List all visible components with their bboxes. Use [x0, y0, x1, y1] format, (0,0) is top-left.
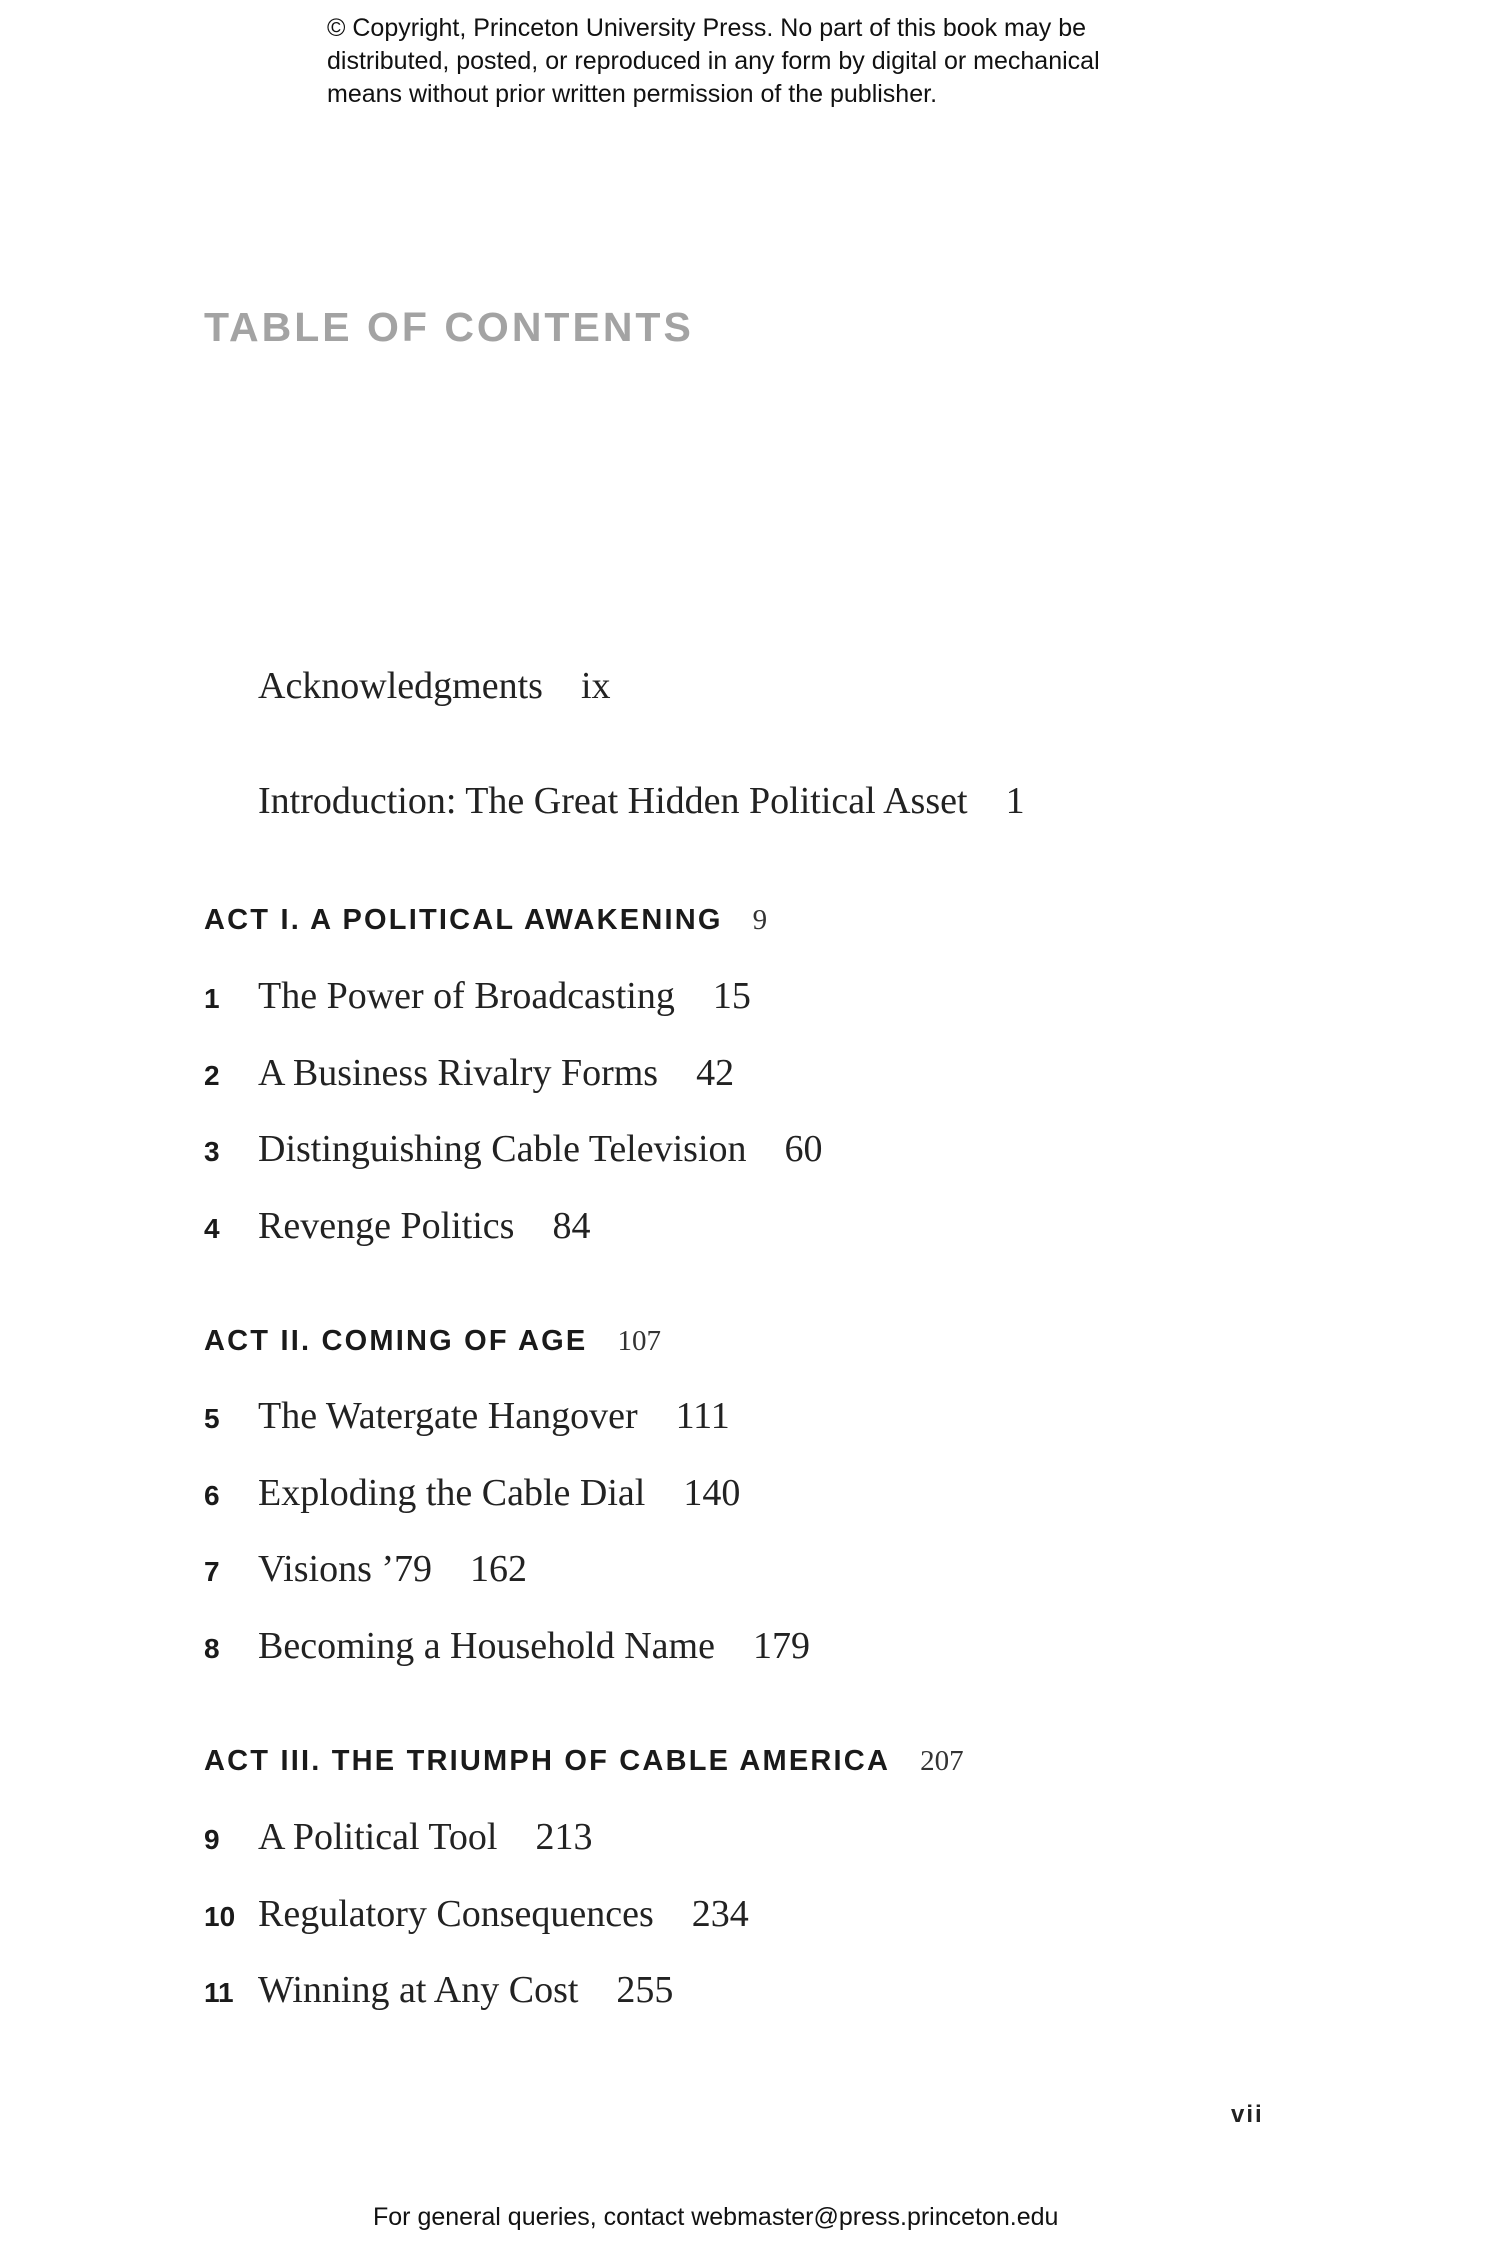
toc-act-1[interactable] — [204, 904, 767, 937]
chapter-number: 6 — [204, 1480, 220, 1511]
chapter-title: Regulatory Consequences — [258, 1893, 654, 1935]
copyright-line: means without prior written permission of the publisher. — [327, 80, 938, 108]
chapter-number: 9 — [204, 1824, 220, 1855]
chapter-title: Revenge Politics — [258, 1205, 515, 1247]
chapter-number: 3 — [204, 1136, 220, 1167]
toc-entry-acknowledgments[interactable] — [258, 664, 611, 708]
page-number: vii — [1231, 2101, 1264, 2128]
toc-chapter-2[interactable] — [204, 1051, 734, 1095]
chapter-page: 162 — [470, 1548, 528, 1590]
toc-entry-page: ix — [580, 665, 611, 707]
act-page: 107 — [617, 1325, 661, 1357]
toc-chapter-1[interactable] — [204, 974, 751, 1018]
toc-chapter-9[interactable] — [204, 1815, 592, 1859]
chapter-number: 11 — [204, 1977, 234, 2008]
chapter-title: A Business Rivalry Forms — [258, 1052, 659, 1094]
toc-chapter-4[interactable] — [204, 1204, 590, 1248]
toc-chapter-5[interactable] — [204, 1394, 730, 1438]
chapter-page: 15 — [712, 975, 751, 1017]
toc-entry-introduction[interactable] — [258, 779, 1025, 823]
chapter-title: Exploding the Cable Dial — [258, 1472, 646, 1514]
toc-entry-title: Acknowledgments — [258, 665, 543, 707]
toc-act-3[interactable] — [204, 1745, 964, 1778]
chapter-page: 234 — [691, 1893, 749, 1935]
toc-chapter-11[interactable] — [204, 1968, 673, 2012]
chapter-number: 2 — [204, 1060, 220, 1091]
chapter-title: The Watergate Hangover — [258, 1395, 638, 1437]
chapter-number: 5 — [204, 1403, 220, 1434]
chapter-title: Visions ’79 — [258, 1548, 433, 1590]
page-title: TABLE OF CONTENTS — [204, 304, 694, 350]
footer-contact: For general queries, contact webmaster@press.princeton.edu — [373, 2203, 1059, 2231]
chapter-page: 42 — [696, 1052, 735, 1094]
chapter-page: 111 — [675, 1395, 730, 1437]
toc-chapter-3[interactable] — [204, 1127, 823, 1171]
chapter-title: The Power of Broadcasting — [258, 975, 675, 1017]
chapter-page: 60 — [784, 1128, 823, 1170]
chapter-page: 179 — [752, 1625, 810, 1667]
copyright-line: © Copyright, Princeton University Press. No part of this book may be — [327, 14, 1087, 42]
toc-chapter-7[interactable] — [204, 1547, 527, 1591]
toc-chapter-10[interactable] — [204, 1892, 749, 1936]
chapter-page: 255 — [616, 1969, 674, 2011]
chapter-page: 213 — [535, 1816, 593, 1858]
toc-entry-page: 1 — [1005, 780, 1025, 822]
copyright-line: distributed, posted, or reproduced in any form by digital or mechanical — [327, 47, 1100, 75]
chapter-page: 84 — [552, 1205, 591, 1247]
chapter-number: 7 — [204, 1556, 220, 1587]
act-title: ACT II. COMING OF AGE — [204, 1325, 588, 1357]
chapter-number: 10 — [204, 1901, 236, 1932]
chapter-title: Winning at Any Cost — [258, 1969, 579, 2011]
act-page: 207 — [920, 1745, 964, 1777]
toc-chapter-6[interactable] — [204, 1471, 740, 1515]
act-title: ACT III. THE TRIUMPH OF CABLE AMERICA — [204, 1745, 891, 1777]
toc-act-2[interactable] — [204, 1325, 661, 1358]
act-title: ACT I. A POLITICAL AWAKENING — [204, 904, 723, 936]
chapter-number: 8 — [204, 1633, 220, 1664]
toc-entry-title: Introduction: The Great Hidden Political Asset — [258, 780, 968, 822]
act-page: 9 — [752, 904, 768, 936]
chapter-title: Distinguishing Cable Television — [258, 1128, 747, 1170]
toc-chapter-8[interactable] — [204, 1624, 810, 1668]
chapter-page: 140 — [683, 1472, 741, 1514]
chapter-title: Becoming a Household Name — [258, 1625, 715, 1667]
chapter-number: 4 — [204, 1213, 220, 1244]
copyright-notice — [327, 12, 1227, 111]
chapter-title: A Political Tool — [258, 1816, 498, 1858]
chapter-number: 1 — [204, 983, 220, 1014]
